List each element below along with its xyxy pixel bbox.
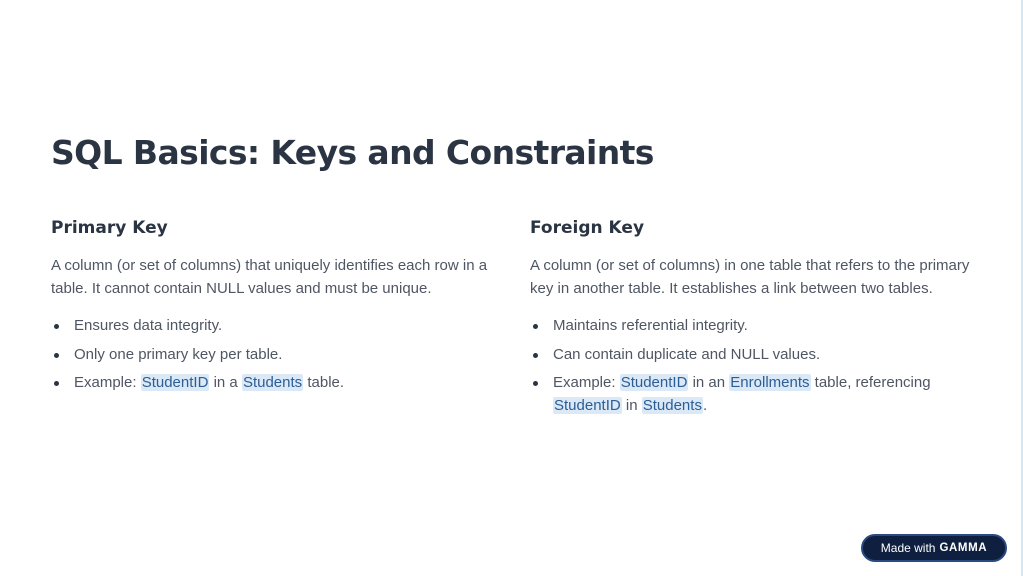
example-text: table, referencing [810, 374, 931, 391]
list-item: Ensures data integrity. [51, 314, 491, 337]
list-item: Maintains referential integrity. [530, 314, 970, 337]
foreign-key-description: A column (or set of columns) in one table that refers to the primary key in another table. It establishes a link between two tables. [530, 257, 970, 297]
slide-title: SQL Basics: Keys and Constraints [51, 133, 654, 172]
primary-key-bullets [51, 314, 491, 394]
code-students: Students [642, 397, 702, 414]
example-text: in an [688, 374, 730, 391]
foreign-key-heading: Foreign Key [530, 218, 645, 238]
foreign-key-example [530, 371, 970, 417]
gamma-logo: GAMMA [939, 542, 988, 554]
code-studentid: StudentID [620, 374, 688, 391]
example-prefix: Example: [553, 374, 620, 391]
foreign-key-section [530, 216, 970, 423]
example-text: table. [303, 374, 345, 391]
primary-key-description: A column (or set of columns) that uniquely identifies each row in a table. It cannot contain NULL values and must be unique. [51, 257, 488, 297]
code-enrollments: Enrollments [730, 374, 810, 391]
made-with-gamma-badge[interactable] [861, 534, 1007, 562]
primary-key-section [51, 216, 491, 400]
primary-key-example [51, 371, 491, 394]
example-text: in a [209, 374, 242, 391]
example-prefix: Example: [74, 374, 141, 391]
example-text: in [621, 397, 642, 414]
list-item: Can contain duplicate and NULL values. [530, 343, 970, 366]
code-studentid: StudentID [141, 374, 209, 391]
primary-key-heading: Primary Key [51, 218, 168, 238]
code-studentid: StudentID [554, 397, 621, 414]
code-students: Students [242, 374, 303, 391]
example-text: . [702, 397, 708, 414]
list-item: Only one primary key per table. [51, 343, 491, 366]
foreign-key-bullets [530, 314, 970, 417]
badge-label: Made with [880, 541, 936, 555]
